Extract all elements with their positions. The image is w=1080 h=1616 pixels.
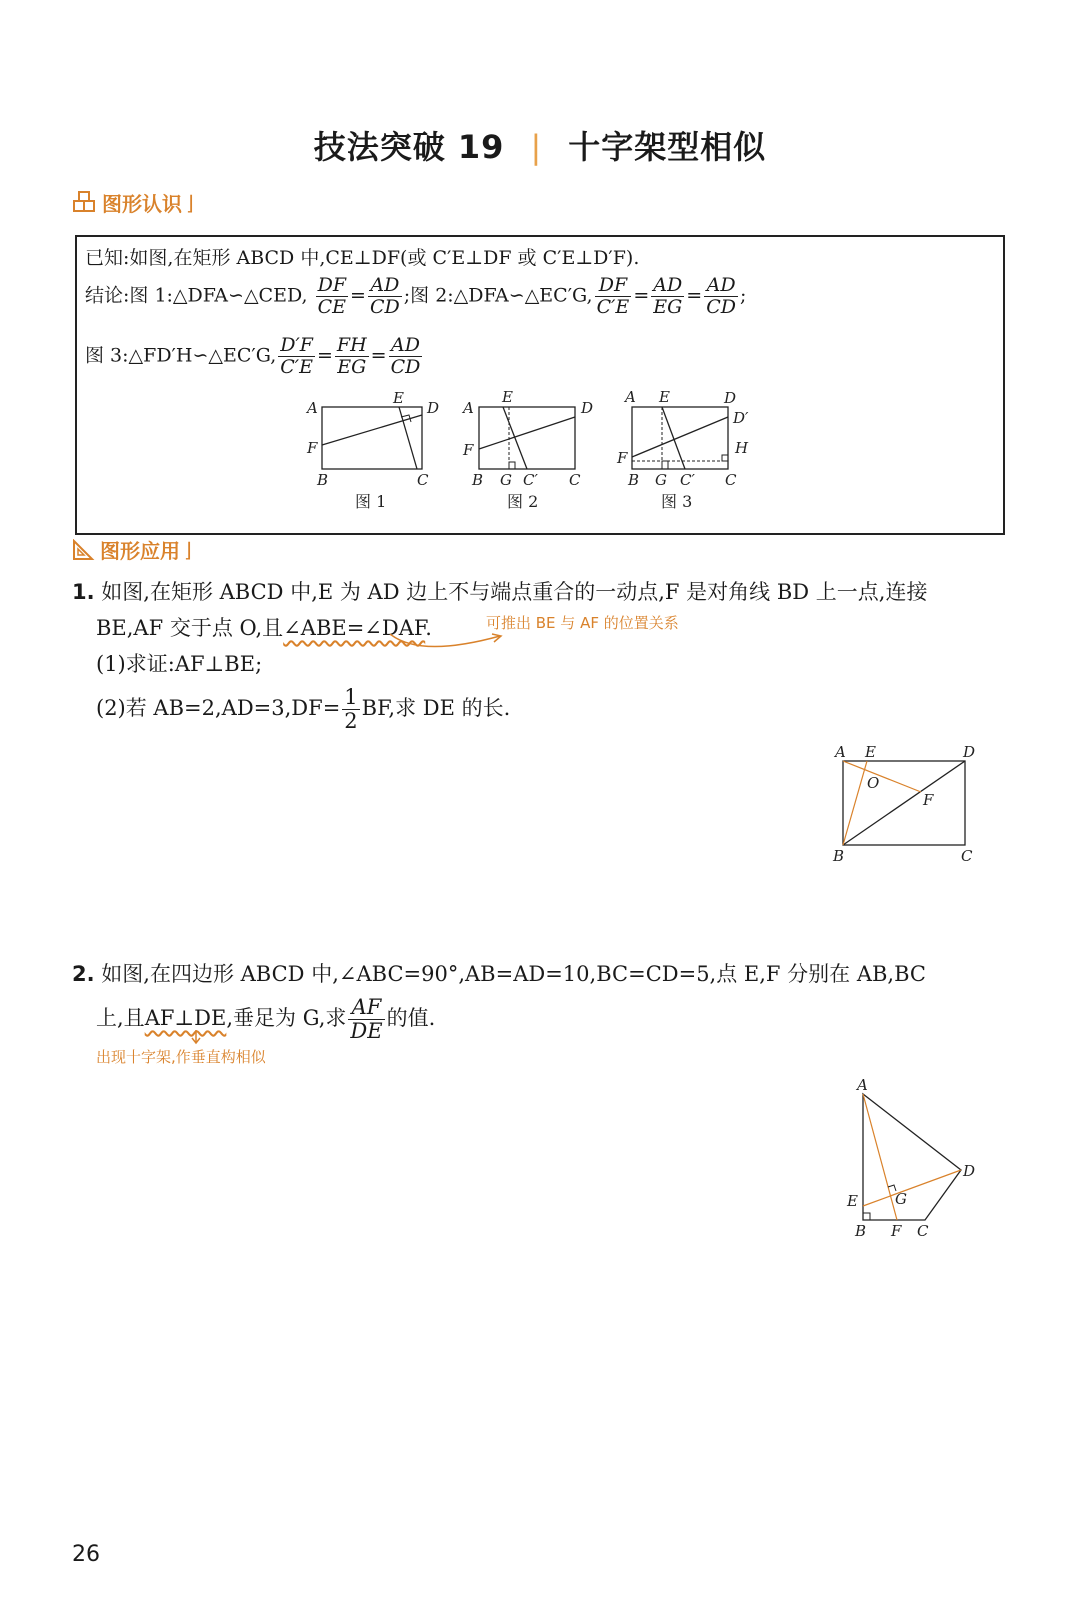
svg-text:O: O <box>867 774 880 792</box>
svg-text:E: E <box>502 388 513 406</box>
title-right: 十字架型相似 <box>568 128 767 166</box>
svg-text:E: E <box>393 389 404 407</box>
svg-text:D: D <box>427 399 440 417</box>
svg-text:A: A <box>857 1076 868 1094</box>
svg-text:G: G <box>655 471 667 489</box>
fraction: $\frac{FH}{EG}$ <box>336 334 367 378</box>
problem-1-line-1: 1. 如图,在矩形 ABCD 中,E 为 AD 边上不与端点重合的一动点,F 是对角线 BD 上一点,连接 <box>72 580 928 604</box>
section-label: 图形认识 <box>102 192 182 216</box>
svg-text:图 3: 图 3 <box>661 492 693 511</box>
svg-text:图 2: 图 2 <box>507 492 539 511</box>
svg-text:A: A <box>835 743 846 761</box>
box-figures <box>297 387 817 527</box>
svg-text:G: G <box>895 1190 907 1208</box>
fraction: $\frac{AD}{CD}$ <box>369 274 400 318</box>
svg-text:图 1: 图 1 <box>355 492 387 511</box>
section-label: 图形应用 <box>100 539 180 563</box>
problem-2-note: 出现十字架,作垂直构相似 <box>96 1048 266 1066</box>
fraction: $\frac{AD}{EG}$ <box>653 274 683 318</box>
svg-text:B: B <box>855 1222 867 1240</box>
figure-3 <box>616 388 749 511</box>
svg-text:F: F <box>463 441 474 459</box>
svg-text:G: G <box>500 471 512 489</box>
title-separator: | <box>530 128 543 166</box>
svg-text:F: F <box>923 791 934 809</box>
svg-text:D: D <box>963 1162 976 1180</box>
problem-1-figure <box>825 735 985 870</box>
svg-text:E: E <box>865 743 876 761</box>
svg-text:E: E <box>659 388 670 406</box>
wavy-annotation: AF⊥DE <box>144 1006 227 1031</box>
svg-text:D: D <box>581 399 594 417</box>
svg-text:C: C <box>569 471 581 489</box>
fraction: $\frac{DF}{C'E}$ <box>596 274 630 318</box>
triangle-ruler-icon <box>72 539 96 561</box>
svg-text:A: A <box>307 399 318 417</box>
figure-1 <box>305 389 439 511</box>
svg-text:C: C <box>917 1222 929 1240</box>
svg-text:D: D <box>724 389 737 407</box>
wavy-annotation: ∠ABE=∠DAF <box>283 616 426 640</box>
section-header-application: 图形应用 ⌋ <box>72 535 192 564</box>
figure-2 <box>461 388 593 511</box>
svg-text:A: A <box>463 399 474 417</box>
svg-text:A: A <box>625 388 636 406</box>
svg-text:B: B <box>833 847 845 865</box>
svg-text:F: F <box>307 439 318 457</box>
svg-text:B: B <box>628 471 640 489</box>
svg-text:F: F <box>617 449 628 467</box>
box-fig3-conclusion: 图 3:△FD′H∽△EC′G, $\frac{D'F}{C'E}$ = $\frac{FH}{EG}$ = $\frac{AD}{CD}$ <box>85 334 421 378</box>
fraction: $\frac{AD}{CD}$ <box>706 274 736 318</box>
svg-text:F: F <box>891 1222 902 1240</box>
problem-1-part-2: (2)若 AB=2,AD=3,DF= $\frac{1}{2}$ BF,求 DE 的长. <box>96 685 511 734</box>
problem-1-part-1: (1)求证:AF⊥BE; <box>96 652 263 676</box>
svg-text:E: E <box>847 1192 858 1210</box>
box-known: 已知:如图,在矩形 ABCD 中,CE⊥DF(或 C′E⊥DF 或 C′E⊥D′F). <box>85 247 640 269</box>
page-number: 26 <box>72 1542 100 1567</box>
fraction: $\frac{DF}{CE}$ <box>317 274 347 318</box>
svg-text:D′: D′ <box>733 409 749 427</box>
fraction: $\frac{D'F}{C'E}$ <box>280 334 313 378</box>
fraction: $\frac{AF}{DE}$ <box>350 995 383 1044</box>
svg-text:B: B <box>317 471 329 489</box>
svg-text:C′: C′ <box>523 471 538 489</box>
problem-2-figure <box>835 1070 985 1245</box>
box-conclusion: 结论:图 1:△DFA∽△CED, $\frac{DF}{CE}$ = $\frac{AD}{CD}$ ;图 2:△DFA∽△EC′G, $\frac{DF}{C'E}$ = $\frac{AD}{EG}$ = $\frac{AD}{CD}$ ; <box>85 274 747 318</box>
svg-text:C: C <box>417 471 429 489</box>
fraction: $\frac{AD}{CD}$ <box>390 334 421 378</box>
svg-text:H: H <box>735 439 749 457</box>
knowledge-box <box>75 235 1005 535</box>
svg-text:C: C <box>961 847 973 865</box>
problem-1-note: 可推出 BE 与 AF 的位置关系 <box>486 614 679 632</box>
problem-1-line-2: BE,AF 交于点 O,且∠ABE=∠DAF. <box>96 616 432 640</box>
fraction: $\frac{1}{2}$ <box>344 685 358 734</box>
title-left: 技法突破 19 <box>313 128 505 166</box>
svg-text:D: D <box>963 743 976 761</box>
annotation-arrow <box>188 1028 204 1046</box>
section-header-recognition: 图形认识 ⌋ <box>72 188 194 217</box>
problem-2-line-1: 2. 如图,在四边形 ABCD 中,∠ABC=90°,AB=AD=10,BC=CD=5,点 E,F 分别在 AB,BC <box>72 962 926 986</box>
cubes-icon <box>72 191 98 215</box>
page-title <box>0 122 1080 168</box>
svg-text:B: B <box>472 471 484 489</box>
problem-2-line-2: 上,且AF⊥DE,垂足为 G,求 $\frac{AF}{DE}$ 的值. <box>96 995 436 1044</box>
svg-text:C: C <box>725 471 737 489</box>
svg-text:C′: C′ <box>680 471 695 489</box>
